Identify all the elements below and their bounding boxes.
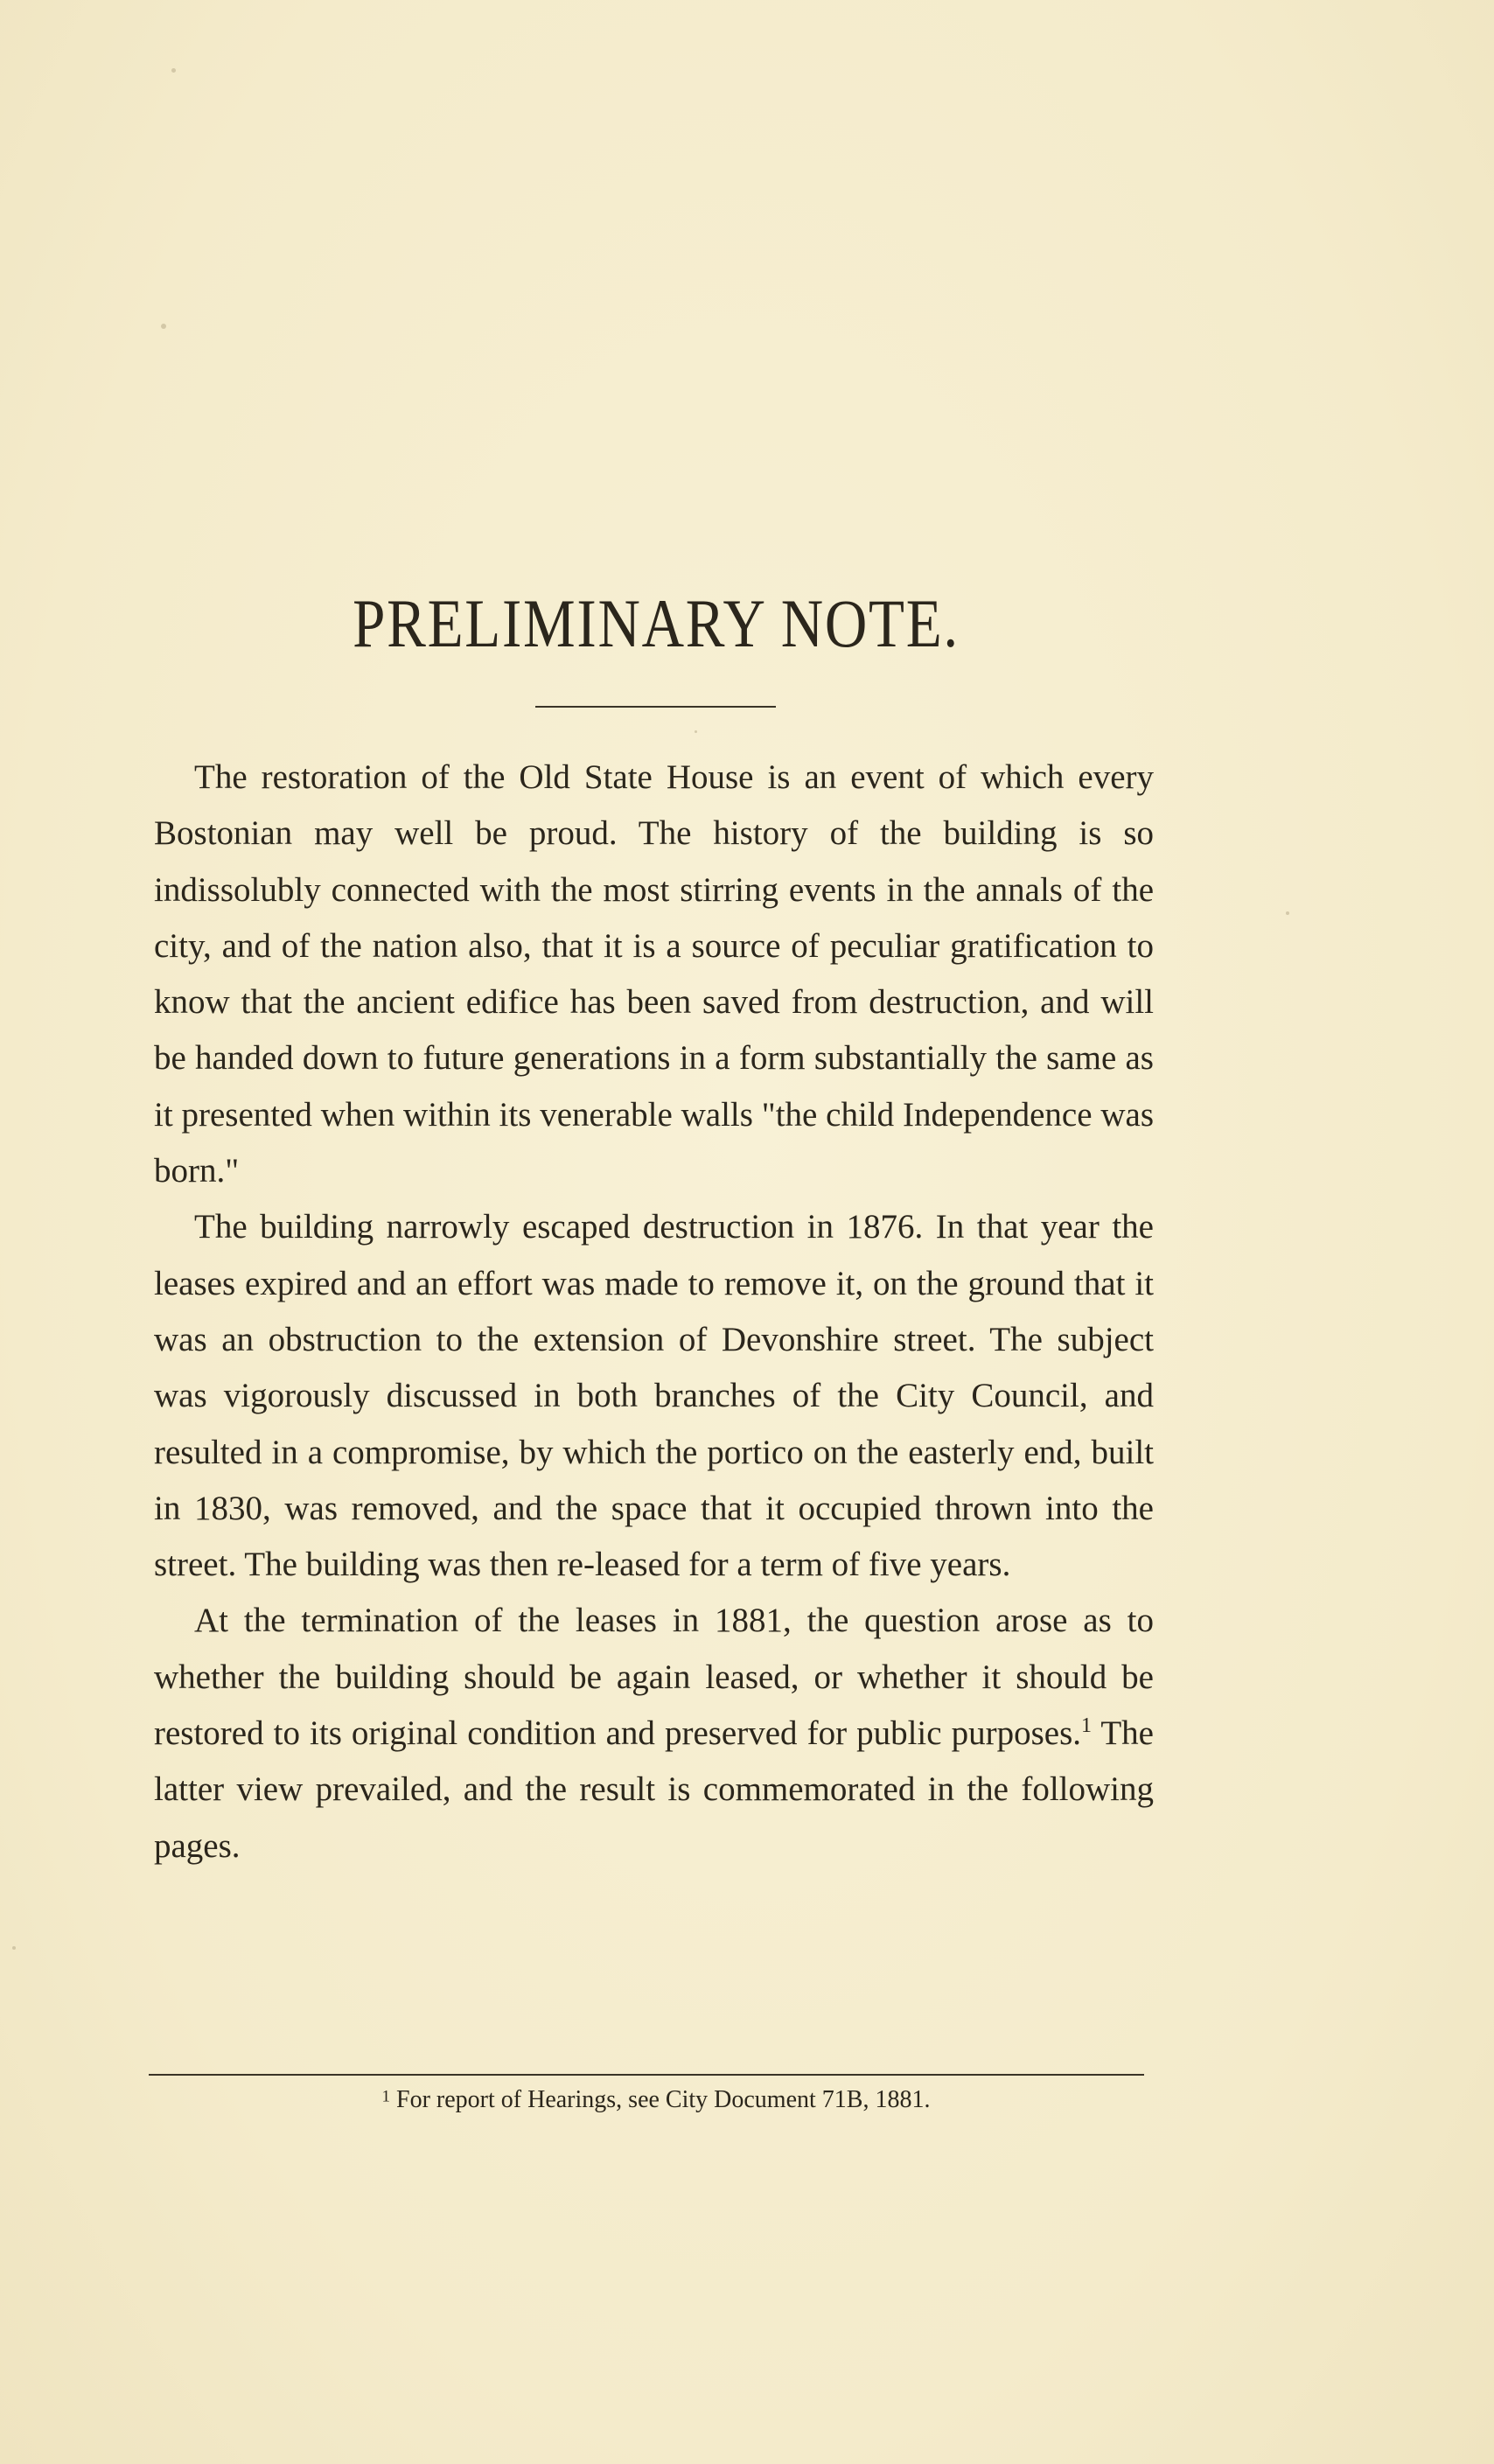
paper-speck (695, 730, 697, 733)
paper-speck (1286, 911, 1289, 915)
paragraph (154, 1593, 1154, 1874)
paragraph-text: At the termination of the leases in 1881, the question arose as to whether the building should be again leased, or whether it should be restored to its original condition and preserved for public purposes. (154, 1602, 1154, 1753)
page-title: PRELIMINARY NOTE. (353, 585, 960, 661)
footnote-reference[interactable]: 1 (1081, 1714, 1093, 1738)
paper-speck (12, 1946, 16, 1950)
paper-speck (171, 68, 176, 73)
paragraph-text: The latter view prevailed, and the result is commemorated in the following pages. (154, 1714, 1154, 1865)
footnote-divider (149, 2074, 1144, 2076)
paper-speck (161, 324, 166, 329)
body-text (154, 750, 1154, 1874)
title-divider (535, 706, 776, 708)
paragraph: The building narrowly escaped destruction in 1876. In that year the leases expired and an effort was made to remove it, on the ground that it was an obstruction to the extension of Devonshire street. The subject was vigorously discussed in both branches of the City Council, and resulted in a compromise, by which the portico on the easterly end, built in 1830, was removed, and the space that it occupied thrown into the street. The building was then re-leased for a term of five years. (154, 1208, 1154, 1584)
paragraph: The restoration of the Old State House is an event of which every Bostonian may well be proud. The history of the building is so indissolubly connected with the most stirring events in the annals of the city, and of the nation also, that it is a source of peculiar gratification to know that the ancient edifice has been saved from destruction, and will be handed down to future generations in a form substantially the same as it presented when within its venerable walls "the child Independence was born." (154, 758, 1154, 1190)
footnote-mark: 1 (381, 2087, 391, 2106)
footnote (0, 2086, 1312, 2114)
footnote-text: For report of Hearings, see City Document 71B, 1881. (396, 2086, 931, 2113)
